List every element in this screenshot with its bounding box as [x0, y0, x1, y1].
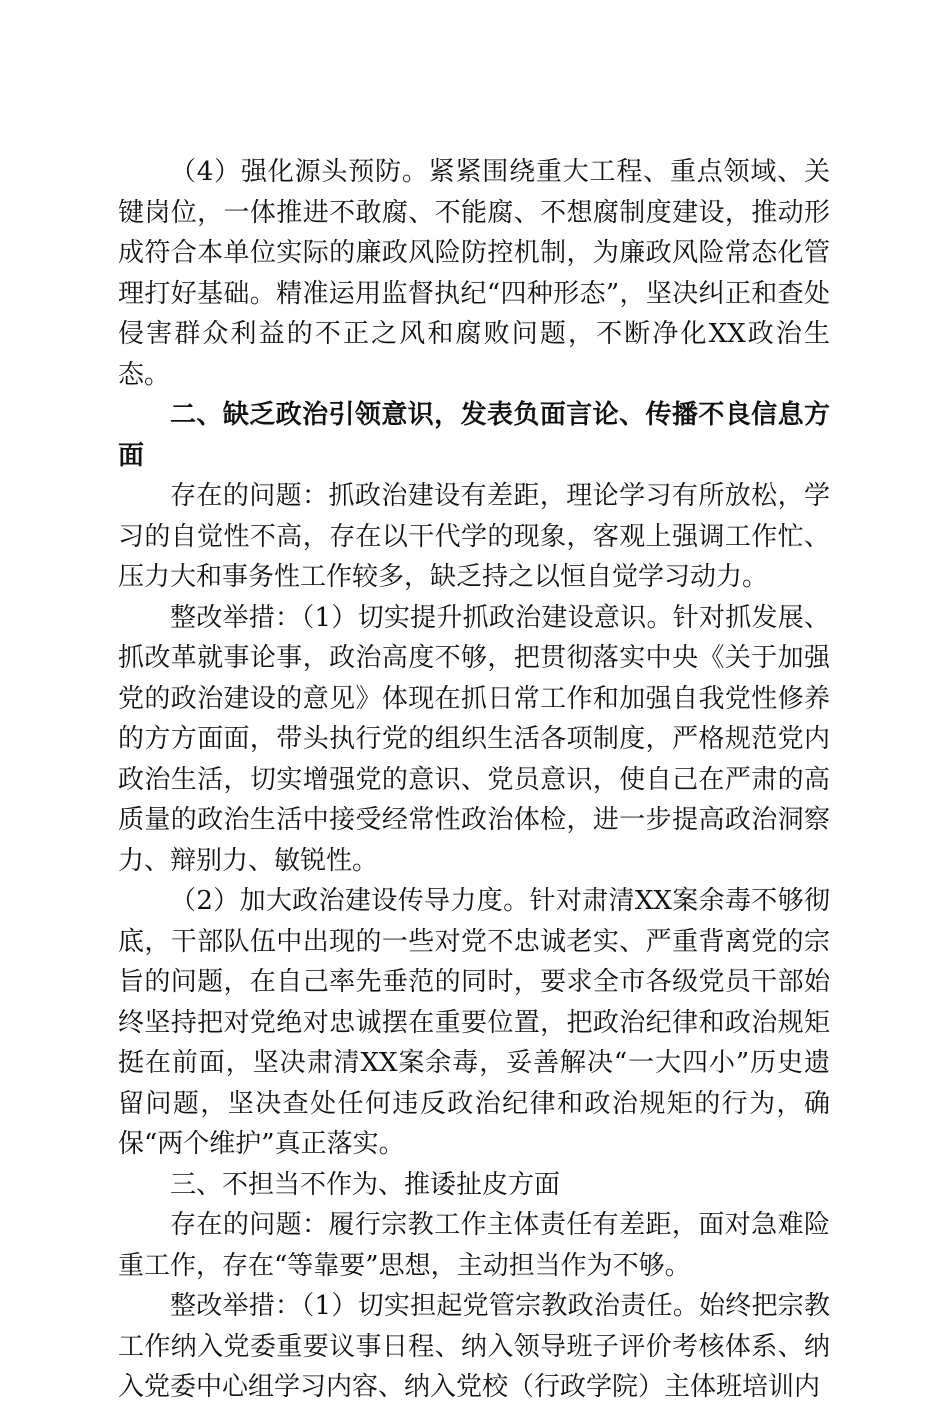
paragraph-rectification-measures-3: 整改举措：（1）切实担起党管宗教政治责任。始终把宗教工作纳入党委重要议事日程、纳入领导班子评价考核体系、纳入党委中心组学习内容、纳入党校（行政学院）主体班培训内 — [118, 1291, 830, 1402]
paragraph-existing-problems-1: 存在的问题：抓政治建设有差距，理论学习有所放松，学习的自觉性不高，存在以干代学的现象，客观上强调工作忙、压力大和事务性工作较多，缺乏持之以恒自觉学习动力。 — [118, 481, 830, 592]
document-page — [118, 152, 830, 1408]
paragraph-source-prevention: （4）强化源头预防。紧紧围绕重大工程、重点领域、关键岗位，一体推进不敢腐、不能腐、不想腐制度建设，推动形成符合本单位实际的廉政风险防控机制，为廉政风险常态化管理打好基础。精准运用监督执纪“四种形态”，坚决纠正和查处侵害群众利益的不正之风和腐败问题，不断净化XX政治生态。 — [118, 157, 830, 390]
paragraph-rectification-measures-2: （2）加大政治建设传导力度。针对肃清XX案余毒不够彻底，干部队伍中出现的一些对党不忠诚老实、严重背离党的宗旨的问题，在自己率先垂范的同时，要求全市各级党员干部始终坚持把对党绝对忠诚摆在重要位置，把政治纪律和政治规矩挺在前面，坚决肃清XX案余毒，妥善解决“一大四小”历史遗留问题，坚决查处任何违反政治纪律和政治规矩的行为，确保“两个维护”真正落实。 — [118, 886, 830, 1159]
paragraph-rectification-measures-1: 整改举措：（1）切实提升抓政治建设意识。针对抓发展、抓改革就事论事，政治高度不够，把贯彻落实中央《关于加强党的政治建设的意见》体现在抓日常工作和加强自我党性修养的方方面面，带头执行党的组织生活各项制度，严格规范党内政治生活，切实增强党的意识、党员意识，使自己在严肃的高质量的政治生活中接受经常性政治体检，进一步提高政治洞察力、辩别力、敏锐性。 — [118, 602, 830, 876]
section-heading-responsibility: 三、不担当不作为、推诿扯皮方面 — [170, 1169, 561, 1200]
section-heading-political-leadership: 二、缺乏政治引领意识，发表负面言论、传播不良信息方面 — [118, 400, 830, 471]
paragraph-existing-problems-2: 存在的问题：履行宗教工作主体责任有差距，面对急难险重工作，存在“等靠要”思想，主动担当作为不够。 — [118, 1210, 830, 1281]
